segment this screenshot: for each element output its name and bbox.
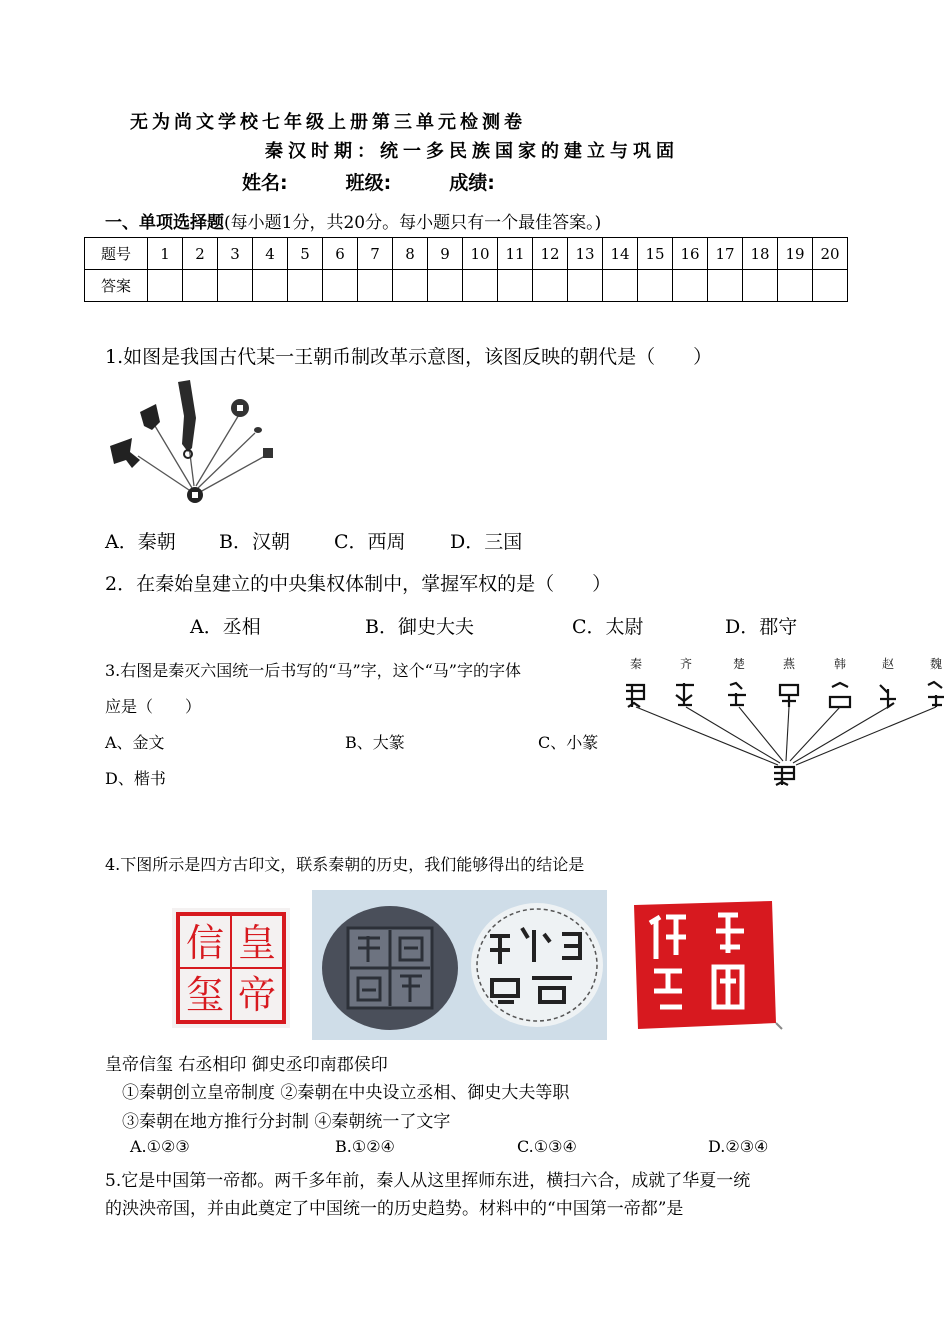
seal-emperor-image	[172, 908, 290, 1028]
q4-statements-line1: ①秦朝创立皇帝制度 ②秦朝在中央设立丞相、御史大夫等职	[122, 1083, 570, 1103]
q1-stem: 1.如图是我国古代某一王朝币制改革示意图，该图反映的朝代是（ ）	[105, 346, 713, 368]
answer-cell[interactable]	[778, 270, 813, 302]
state-label: 楚	[732, 657, 746, 671]
seal-char: 玺	[185, 973, 225, 1017]
q3-option-a[interactable]: A、金文	[105, 733, 165, 752]
q3-stem-line1: 3.右图是秦灭六国统一后书写的“马”字，这个“马”字的字体	[105, 661, 521, 680]
section-title: 一、单项选择题	[105, 213, 224, 233]
question-number-row	[85, 238, 848, 270]
answer-cell[interactable]	[323, 270, 358, 302]
glyph-yan	[780, 685, 798, 707]
question-number-cell: 10	[463, 238, 498, 270]
question-number-cell: 9	[428, 238, 463, 270]
q1-option-d[interactable]: D．三国	[450, 531, 523, 553]
question-number-cell: 4	[253, 238, 288, 270]
answer-cell[interactable]	[358, 270, 393, 302]
answer-cell[interactable]	[743, 270, 778, 302]
glyph-qin	[626, 685, 644, 707]
row-label-answer: 答案	[85, 270, 148, 302]
row-label-question: 题号	[85, 238, 148, 270]
horse-character-figure	[618, 655, 948, 790]
q4-option-d[interactable]: D.②③④	[708, 1137, 769, 1156]
class-label: 班级:	[345, 172, 392, 194]
answer-cell[interactable]	[183, 270, 218, 302]
q2-option-c[interactable]: C．太尉	[572, 616, 644, 638]
answer-cell[interactable]	[498, 270, 533, 302]
question-number-cell: 15	[638, 238, 673, 270]
school-title: 无为尚文学校七年级上册第三单元检测卷	[130, 112, 526, 133]
seal-nanjun-image	[630, 895, 785, 1035]
spade-coin-icon	[140, 404, 160, 430]
q5-line2: 的泱泱帝国，并由此奠定了中国统一的历史趋势。材料中的“中国第一帝都”是	[105, 1199, 684, 1219]
state-label: 燕	[782, 657, 796, 671]
q3-option-c[interactable]: C、小篆	[538, 733, 599, 752]
unit-title: 秦汉时期：统一多民族国家的建立与巩固	[265, 141, 679, 162]
seal-char: 信	[185, 921, 225, 965]
glyph-unified-qin	[774, 767, 794, 785]
glyph-qi	[676, 683, 694, 705]
question-number-cell: 11	[498, 238, 533, 270]
q5-line1: 5.它是中国第一帝都。两千多年前，秦人从这里挥师东进，横扫六合，成就了华夏一统	[105, 1171, 751, 1191]
answer-cell[interactable]	[253, 270, 288, 302]
section-note: (每小题1分，共20分。每小题只有一个最佳答案。)	[224, 213, 602, 233]
answer-cell[interactable]	[603, 270, 638, 302]
state-label: 齐	[679, 657, 693, 671]
horse-glyph-variants	[626, 682, 944, 707]
question-number-cell: 13	[568, 238, 603, 270]
seal-char: 皇	[237, 921, 277, 965]
answer-cell[interactable]	[638, 270, 673, 302]
glyph-zhao	[880, 685, 896, 707]
q3-stem-line2: 应是（ ）	[105, 697, 202, 716]
question-number-cell: 1	[148, 238, 183, 270]
question-number-cell: 5	[288, 238, 323, 270]
question-number-cell: 14	[603, 238, 638, 270]
question-number-cell: 12	[533, 238, 568, 270]
answer-cell[interactable]	[813, 270, 848, 302]
glyph-han	[830, 683, 850, 707]
q1-option-a[interactable]: A．秦朝	[105, 531, 176, 553]
q4-option-a[interactable]: A.①②③	[130, 1137, 190, 1156]
answer-cell[interactable]	[708, 270, 743, 302]
seal-caption: 皇帝信玺 右丞相印 御史丞印南郡侯印	[105, 1055, 388, 1075]
q2-option-d[interactable]: D．郡守	[725, 616, 798, 638]
shell-coin-icon	[254, 427, 262, 433]
glyph-wei	[928, 682, 944, 707]
question-number-cell: 16	[673, 238, 708, 270]
question-number-cell: 8	[393, 238, 428, 270]
answer-cell[interactable]	[288, 270, 323, 302]
section-heading	[105, 208, 601, 233]
q4-option-c[interactable]: C.①③④	[517, 1137, 577, 1156]
q4-option-b[interactable]: B.①②④	[335, 1137, 395, 1156]
question-number-cell: 2	[183, 238, 218, 270]
state-label: 赵	[881, 657, 895, 671]
glyph-chu	[728, 683, 746, 705]
answer-cell[interactable]	[533, 270, 568, 302]
answer-cell[interactable]	[428, 270, 463, 302]
seal-char: 帝	[237, 973, 277, 1017]
clay-seals-image	[312, 890, 607, 1040]
q1-option-c[interactable]: C．西周	[334, 531, 406, 553]
q1-option-b[interactable]: B．汉朝	[219, 531, 290, 553]
q3-option-d[interactable]: D、楷书	[105, 769, 166, 788]
student-info-line	[242, 168, 495, 195]
question-number-cell: 20	[813, 238, 848, 270]
answer-table	[84, 237, 848, 302]
question-number-cell: 18	[743, 238, 778, 270]
question-number-cell: 17	[708, 238, 743, 270]
question-number-cell: 3	[218, 238, 253, 270]
knife-coin-icon	[178, 380, 196, 452]
question-number-cell: 7	[358, 238, 393, 270]
state-label: 韩	[833, 657, 847, 671]
q3-option-b[interactable]: B、大篆	[345, 733, 405, 752]
answer-cell[interactable]	[568, 270, 603, 302]
state-label: 秦	[629, 657, 643, 671]
question-number-cell: 19	[778, 238, 813, 270]
square-coin-icon	[263, 448, 273, 458]
answer-cell[interactable]	[218, 270, 253, 302]
q2-option-b[interactable]: B．御史大夫	[365, 616, 474, 638]
answer-cell[interactable]	[393, 270, 428, 302]
spade-coin-icon	[110, 438, 140, 468]
q4-statements-line2: ③秦朝在地方推行分封制 ④秦朝统一了文字	[122, 1112, 451, 1132]
q2-option-a[interactable]: A．丞相	[190, 616, 261, 638]
answer-cell[interactable]	[673, 270, 708, 302]
q2-stem: 2．在秦始皇建立的中央集权体制中，掌握军权的是（ ）	[105, 573, 612, 595]
q4-stem: 4.下图所示是四方古印文，联系秦朝的历史，我们能够得出的结论是	[105, 855, 585, 874]
answer-cell[interactable]	[463, 270, 498, 302]
state-label: 魏	[929, 657, 943, 671]
name-label: 姓名:	[242, 172, 288, 194]
question-number-cell: 6	[323, 238, 358, 270]
answer-cell[interactable]	[148, 270, 183, 302]
score-label: 成绩:	[449, 172, 495, 194]
answer-row	[85, 270, 848, 302]
coin-reform-figure	[100, 378, 290, 518]
